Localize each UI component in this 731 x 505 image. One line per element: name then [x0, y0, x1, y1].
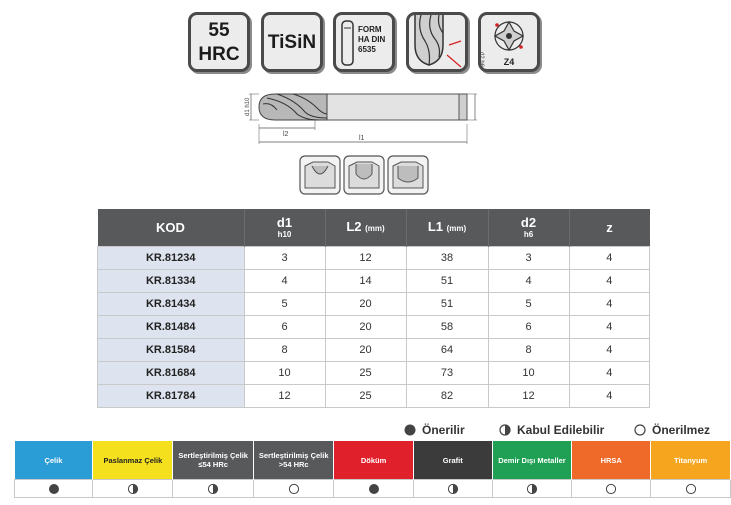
material-header: Sertleştirilmiş Çelik >54 HRc	[253, 441, 334, 480]
col-header-l2: L2 (mm)	[325, 209, 406, 247]
empty-circle-icon	[685, 483, 697, 495]
profile-pocket-icon	[344, 156, 384, 194]
half-circle-icon	[127, 483, 139, 495]
shank-form-badge	[333, 12, 395, 72]
cell-kod: KR.81784	[98, 385, 245, 408]
badge-row	[188, 12, 548, 76]
material-header: Demir Dışı Metaller	[492, 441, 571, 480]
cell-d1: 5	[244, 293, 325, 316]
product-table-header-row	[98, 209, 650, 247]
table-row	[98, 339, 650, 362]
d1-dimension-label: d1 h10	[245, 97, 251, 116]
empty-circle-icon	[605, 483, 617, 495]
l1-dimension-label: l1	[359, 135, 365, 142]
cell-kod: KR.81484	[98, 316, 245, 339]
cell-l2: 12	[325, 247, 406, 270]
legend-recommended-label: Önerilir	[422, 423, 465, 437]
table-row	[98, 385, 650, 408]
table-row	[98, 247, 650, 270]
cell-l1: 82	[406, 385, 488, 408]
cell-kod: KR.81334	[98, 270, 245, 293]
material-header: Döküm	[334, 441, 413, 480]
legend-recommended	[404, 423, 465, 437]
flute-count-badge	[478, 12, 540, 72]
cell-l1: 73	[406, 362, 488, 385]
material-header: HRSA	[572, 441, 651, 480]
cell-d2: 3	[488, 247, 569, 270]
half-circle-icon	[526, 483, 538, 495]
table-row	[98, 316, 650, 339]
cell-d1: 10	[244, 362, 325, 385]
material-rating-cell	[15, 480, 93, 498]
col-header-d2: d2 h6	[488, 209, 569, 247]
cell-l1: 64	[406, 339, 488, 362]
flute-count-label: Z4	[503, 57, 515, 67]
legend-not-recommended	[634, 423, 710, 437]
cell-l2: 25	[325, 385, 406, 408]
cell-d2: 10	[488, 362, 569, 385]
cell-d1: 8	[244, 339, 325, 362]
cell-d1: 6	[244, 316, 325, 339]
material-header: Paslanmaz Çelik	[93, 441, 173, 480]
material-rating-cell	[334, 480, 413, 498]
legend-acceptable	[499, 423, 604, 437]
cell-l1: 51	[406, 293, 488, 316]
table-row	[98, 293, 650, 316]
material-rating-cell	[253, 480, 334, 498]
empty-circle-icon	[634, 424, 646, 436]
form-line-3: 6535	[358, 45, 376, 54]
material-rating-cell	[572, 480, 651, 498]
cell-l2: 20	[325, 339, 406, 362]
cell-l1: 58	[406, 316, 488, 339]
cell-l2: 20	[325, 293, 406, 316]
material-header: Titanyum	[651, 441, 731, 480]
half-circle-icon	[499, 424, 511, 436]
coating-badge	[261, 12, 323, 72]
material-rating-cell	[651, 480, 731, 498]
cell-l2: 25	[325, 362, 406, 385]
cell-l1: 38	[406, 247, 488, 270]
form-line-1: FORM	[358, 25, 382, 34]
filled-circle-icon	[48, 483, 60, 495]
legend-acceptable-label: Kabul Edilebilir	[517, 423, 605, 437]
material-header-row	[15, 441, 731, 480]
cell-kod: KR.81234	[98, 247, 245, 270]
cell-z: 4	[569, 316, 650, 339]
material-header: Çelik	[15, 441, 93, 480]
material-header: Grafit	[413, 441, 492, 480]
filled-circle-icon	[368, 483, 380, 495]
filled-circle-icon	[404, 424, 416, 436]
form-line-2: HA DIN	[358, 35, 386, 44]
legend-not-recommended-label: Önerilmez	[652, 423, 711, 437]
cell-d1: 3	[244, 247, 325, 270]
cell-d2: 5	[488, 293, 569, 316]
col-header-kod: KOD	[98, 209, 245, 247]
cell-d1: 12	[244, 385, 325, 408]
profile-slot-icon	[300, 156, 340, 194]
cell-z: 4	[569, 270, 650, 293]
ball-nose-tip-icon	[409, 15, 465, 69]
cell-kod: KR.81584	[98, 339, 245, 362]
material-rating-cell	[413, 480, 492, 498]
shank-form-text	[358, 25, 385, 55]
ball-nose-badge	[406, 12, 468, 72]
table-row	[98, 362, 650, 385]
cell-d2: 8	[488, 339, 569, 362]
material-header: Sertleştirilmiş Çelik ≤54 HRc	[173, 441, 254, 480]
empty-circle-icon	[288, 483, 300, 495]
suitability-legend	[404, 423, 724, 439]
material-suitability-table	[14, 441, 731, 498]
profile-contour-icon	[388, 156, 428, 194]
coating-label: TiSiN	[267, 32, 317, 53]
material-rating-cell	[492, 480, 571, 498]
col-header-l1: L1 (mm)	[406, 209, 488, 247]
cell-z: 4	[569, 339, 650, 362]
material-rating-cell	[173, 480, 254, 498]
table-row	[98, 270, 650, 293]
hardness-unit: HRC	[198, 44, 240, 65]
cell-l1: 51	[406, 270, 488, 293]
cell-l2: 14	[325, 270, 406, 293]
l2-dimension-label: l2	[283, 131, 289, 138]
cell-kod: KR.81434	[98, 293, 245, 316]
cell-kod: KR.81684	[98, 362, 245, 385]
col-header-z: z	[569, 209, 650, 247]
cell-z: 4	[569, 362, 650, 385]
cell-z: 4	[569, 293, 650, 316]
material-rating-cell	[93, 480, 173, 498]
half-circle-icon	[447, 483, 459, 495]
cell-d1: 4	[244, 270, 325, 293]
cell-z: 4	[569, 385, 650, 408]
d2-dimension-label: d2 h6	[478, 52, 484, 68]
hardness-value: 55	[208, 20, 230, 41]
cell-d2: 12	[488, 385, 569, 408]
tool-technical-drawing	[237, 52, 495, 148]
machining-profile-icons	[298, 152, 430, 198]
col-header-d1: d1 h10	[244, 209, 325, 247]
half-circle-icon	[207, 483, 219, 495]
cell-z: 4	[569, 247, 650, 270]
four-flute-section-icon	[481, 15, 537, 59]
shank-icon	[339, 18, 357, 68]
cell-l2: 20	[325, 316, 406, 339]
cell-d2: 4	[488, 270, 569, 293]
material-rating-row	[15, 480, 731, 498]
cell-d2: 6	[488, 316, 569, 339]
hardness-badge	[188, 12, 250, 72]
product-table	[97, 209, 650, 408]
